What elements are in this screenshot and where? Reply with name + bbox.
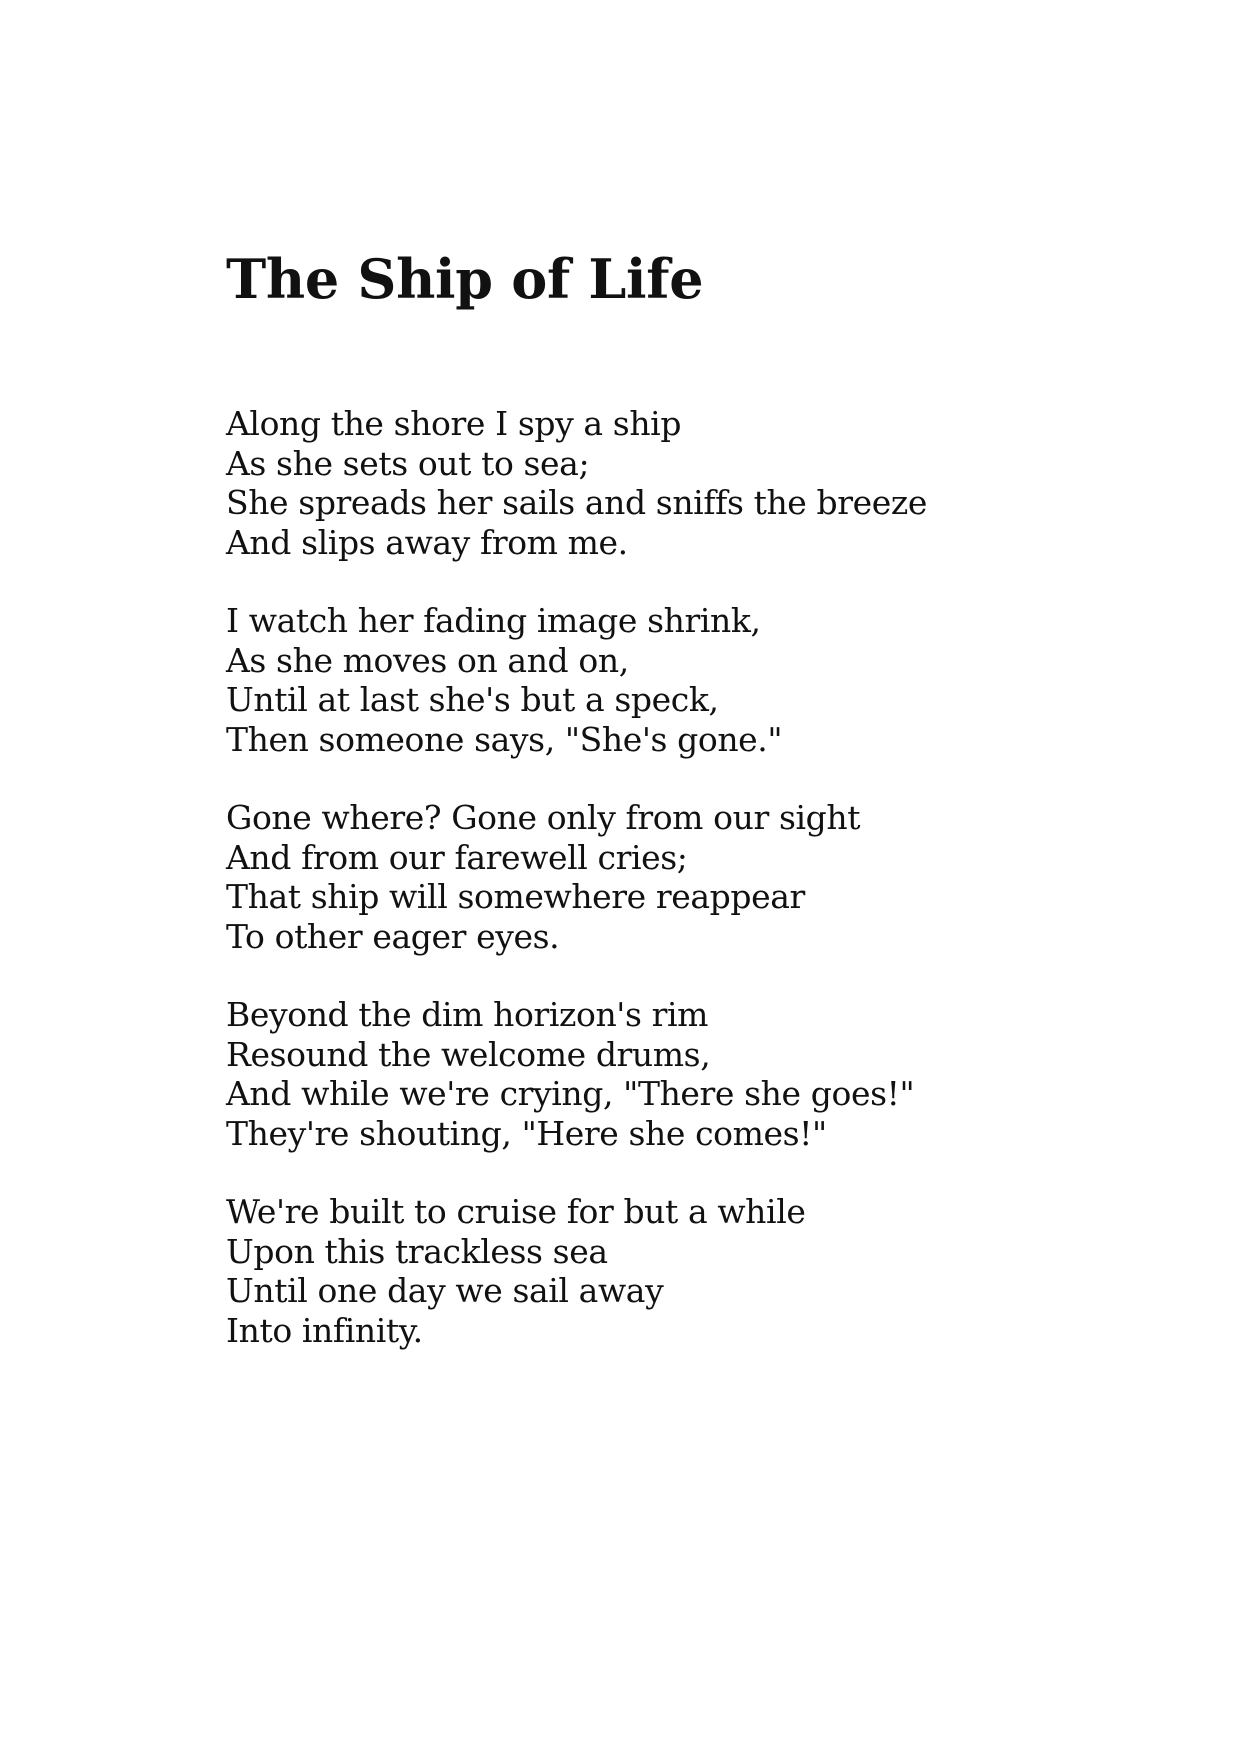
poem-line: They're shouting, "Here she comes!": [226, 1113, 827, 1153]
poem-line: And from our farewell cries;: [226, 837, 688, 877]
poem-title: The Ship of Life: [226, 247, 704, 311]
stanza-2: [226, 601, 782, 759]
poem-line: Until at last she's but a speck,: [226, 680, 719, 719]
poem-line: That ship will somewhere reappear: [226, 877, 805, 916]
poem-line: And slips away from me.: [226, 522, 628, 562]
poem-line: I watch her fading image shrink,: [226, 601, 761, 640]
poem-line: Along the shore I spy a ship: [226, 404, 682, 443]
poem-line: Resound the welcome drums,: [226, 1034, 711, 1074]
poem-line: We're built to cruise for but a while: [226, 1192, 806, 1231]
stanza-3: [226, 798, 860, 956]
stanza-1: [226, 404, 927, 562]
stanza-5: [226, 1192, 805, 1350]
poem-line: Beyond the dim horizon's rim: [226, 995, 709, 1034]
stanza-4: [226, 995, 914, 1153]
poem-line: Then someone says, "She's gone.": [226, 719, 783, 759]
poem-line: To other eager eyes.: [226, 916, 560, 956]
poem-line: Gone where? Gone only from our sight: [226, 798, 861, 837]
poem-line: Until one day we sail away: [226, 1271, 664, 1310]
poem-line: And while we're crying, "There she goes!": [226, 1074, 915, 1113]
poem-line: Into infinity.: [226, 1310, 423, 1350]
poem-line: As she sets out to sea;: [226, 443, 590, 483]
poem-line: She spreads her sails and sniffs the breeze: [226, 483, 928, 522]
poem-line: Upon this trackless sea: [226, 1231, 608, 1271]
poem-line: As she moves on and on,: [226, 640, 629, 680]
